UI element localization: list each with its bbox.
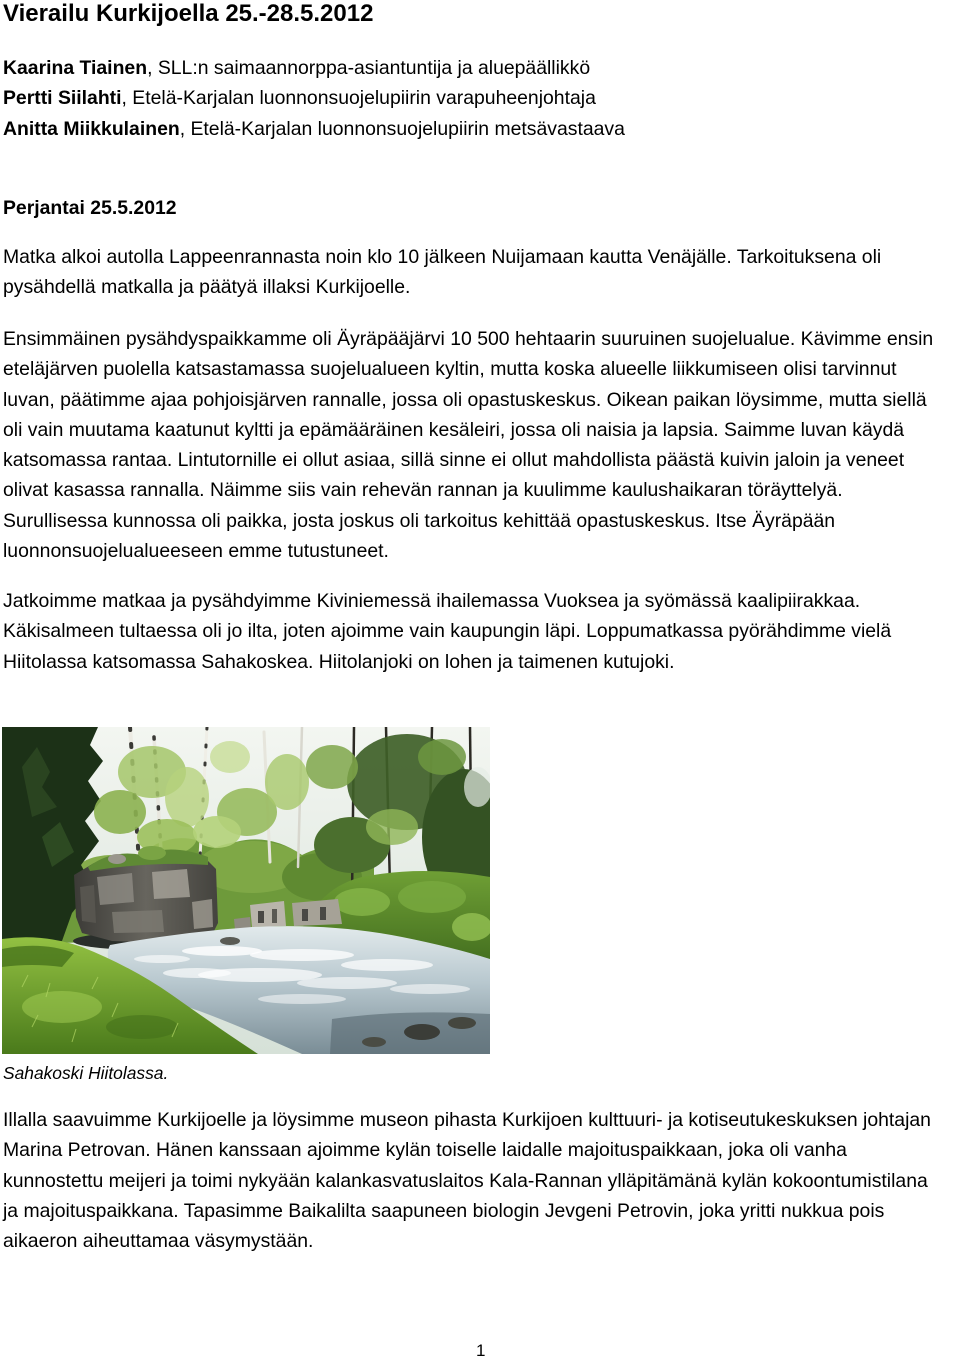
paragraph-line: oli vain muutama kaatunut kyltti ja epämääräinen kesäleiri, jossa oli naisia ja lapsia. Saimme luvan käydä — [3, 418, 905, 441]
participant-name: Pertti Siilahti — [3, 87, 122, 110]
paragraph-line: aikaeron aiheuttamaa väsymystään. — [3, 1230, 314, 1253]
participant-role: , Etelä-Karjalan luonnonsuojelupiirin metsävastaava — [179, 117, 625, 140]
paragraph-line: kunnostettu meijeri ja toimi nykyään kalankasvatuslaitos Kala-Rannan ylläpitämänä kylän kokoontumistilana — [3, 1169, 928, 1192]
participant-name: Anitta Miikkulainen — [3, 117, 180, 140]
paragraph-3 — [3, 586, 891, 677]
photo-sahakoski — [2, 727, 490, 1054]
photo-caption: Sahakoski Hiitolassa. — [3, 1063, 169, 1083]
page-title: Vierailu Kurkijoella 25.-28.5.2012 — [3, 0, 374, 27]
paragraph-line: Käkisalmeen tultaessa oli jo ilta, joten ajoimme vain kaupungin läpi. Loppumatkassa pyörähdimme vielä — [3, 620, 892, 643]
paragraph-line: Marina Petrovan. Hänen kanssaan ajoimme kylän toiselle laidalle majoituspaikkaan, joka oli vanha — [3, 1139, 847, 1162]
paragraph-line: luvan, päätimme ajaa pohjoisjärven rannalle, jossa oli opastuskeskus. Oikean paikan löysimme, mutta siellä — [3, 388, 927, 411]
participant-role: , SLL:n saimaannorppa-asiantuntija ja aluepäällikkö — [147, 57, 591, 79]
paragraph-line: Jatkoimme matkaa ja pysähdyimme Kiviniemessä ihailemassa Vuoksea ja syömässä kaalipiirakkaa. — [3, 590, 861, 612]
paragraph-line: ja majoituspaikkana. Tapasimme Baikalilta saapuneen biologin Jevgeni Petrovin, joka yritti nukkua pois — [3, 1199, 885, 1222]
paragraph-line: katsomassa rantaa. Lintutornille ei ollut asiaa, sillä sinne ei ollut mahdollista päästä kuivin jaloin ja veneet — [3, 449, 905, 472]
paragraph-line: Surullisessa kunnossa oli paikka, josta joskus oli tarkoitus kehittää opastuskeskus. Itse Äyräpään — [3, 509, 836, 532]
paragraph-line: pysähdellä matkalla ja päätyä illaksi Kurkijoelle. — [3, 276, 411, 299]
paragraph-4 — [3, 1105, 931, 1256]
participant-line — [3, 53, 625, 83]
photo-image — [2, 727, 490, 1054]
participant-line — [3, 83, 625, 113]
paragraph-line: eteläjärven puolella katsastamassa suojelualueen kyltin, mutta koska alueelle liikkumiseen olisi tarvinnut — [3, 358, 897, 381]
paragraph-line: olivat kasassa rannalla. Näimme siis vain rehevän rannan ja kuulimme kaulushaikaran töräyttelyä. — [3, 479, 843, 502]
participant-line — [3, 114, 625, 144]
participant-name: Kaarina Tiainen — [3, 57, 148, 79]
day-heading-text: Perjantai 25.5.2012 — [3, 197, 177, 219]
paragraph-1 — [3, 242, 881, 303]
participant-list — [3, 53, 625, 144]
paragraph-line: Hiitolassa katsomassa Sahakoskea. Hiitolanjoki on lohen ja taimenen kutujoki. — [3, 650, 675, 673]
paragraph-line: Ensimmäinen pysähdyspaikkamme oli Äyräpääjärvi 10 500 hehtaarin suuruinen suojelualue. Kävimme ensin — [3, 328, 934, 350]
day-heading — [3, 193, 177, 223]
paragraph-line: Illalla saavuimme Kurkijoelle ja löysimme museon pihasta Kurkijoen kulttuuri- ja kotiseutukeskuksen johtajan — [3, 1109, 931, 1131]
participant-role: , Etelä-Karjalan luonnonsuojelupiirin varapuheenjohtaja — [121, 87, 596, 110]
paragraph-line: luonnonsuojelualueeseen emme tutustuneet. — [3, 540, 389, 563]
page-number: 1 — [476, 1341, 486, 1360]
paragraph-line: Matka alkoi autolla Lappeenrannasta noin klo 10 jälkeen Nuijamaan kautta Venäjälle. Tarkoituksena oli — [3, 246, 882, 268]
paragraph-2 — [3, 324, 933, 566]
